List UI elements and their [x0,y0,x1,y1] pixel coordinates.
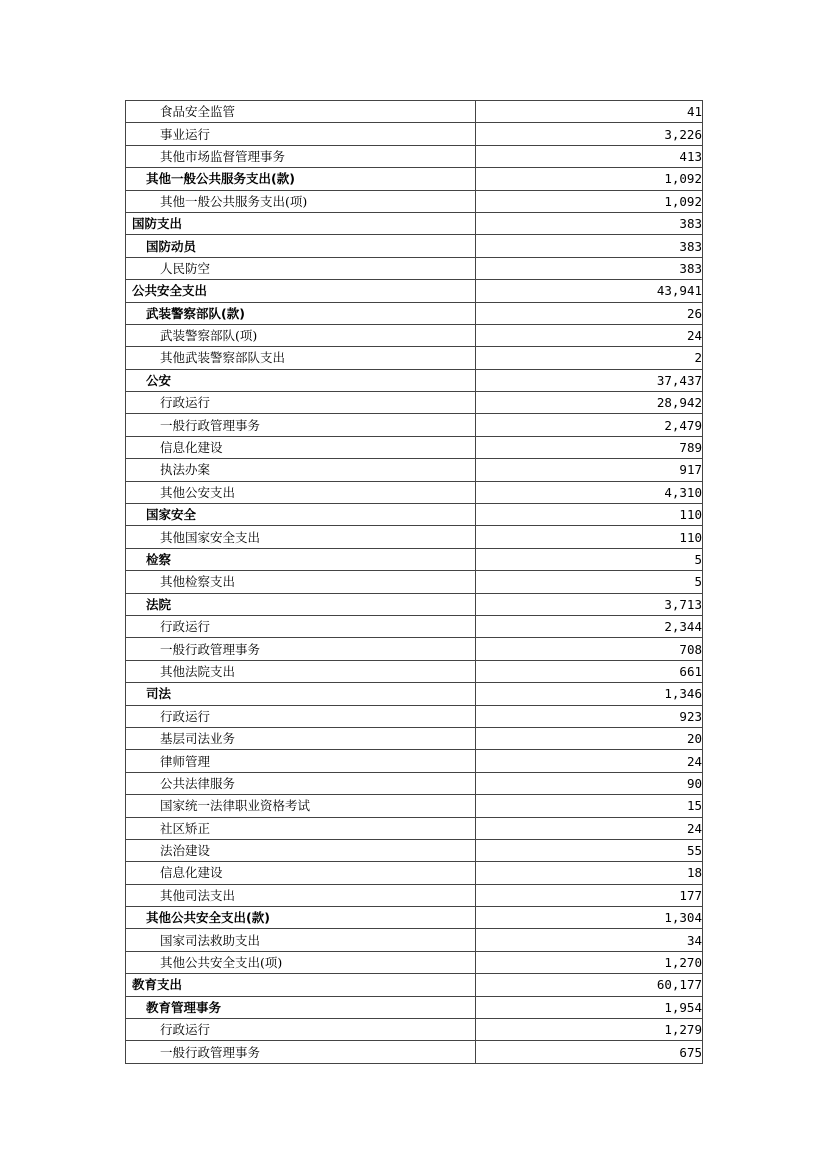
row-item-value: 24 [476,324,703,346]
table-row [126,504,703,526]
row-item-value: 24 [476,817,703,839]
row-item-name: 行政运行 [126,705,476,727]
table-row [126,705,703,727]
row-item-value: 923 [476,705,703,727]
row-item-name: 国家司法救助支出 [126,929,476,951]
row-item-value: 37,437 [476,369,703,391]
row-item-value: 917 [476,459,703,481]
table-row [126,660,703,682]
table-row [126,280,703,302]
row-item-name: 教育管理事务 [126,996,476,1018]
row-item-value: 90 [476,772,703,794]
table-row [126,974,703,996]
row-item-value: 675 [476,1041,703,1063]
row-item-name: 行政运行 [126,615,476,637]
table-row [126,750,703,772]
row-item-name: 信息化建设 [126,862,476,884]
row-item-name: 其他公共安全支出(款) [126,907,476,929]
row-item-value: 1,304 [476,907,703,929]
row-item-value: 383 [476,212,703,234]
row-item-name: 法院 [126,593,476,615]
row-item-value: 383 [476,235,703,257]
row-item-value: 789 [476,436,703,458]
table-row [126,347,703,369]
row-item-value: 4,310 [476,481,703,503]
table-row [126,862,703,884]
row-item-value: 5 [476,571,703,593]
row-item-name: 公共安全支出 [126,280,476,302]
row-item-value: 661 [476,660,703,682]
row-item-name: 其他一般公共服务支出(项) [126,190,476,212]
table-row [126,168,703,190]
table-row [126,436,703,458]
row-item-name: 其他司法支出 [126,884,476,906]
table-row [126,369,703,391]
row-item-name: 一般行政管理事务 [126,414,476,436]
table-row [126,459,703,481]
table-row [126,772,703,794]
table-row [126,212,703,234]
table-row [126,727,703,749]
row-item-value: 5 [476,548,703,570]
table-row [126,302,703,324]
row-item-name: 基层司法业务 [126,727,476,749]
table-row [126,839,703,861]
table-row [126,101,703,123]
row-item-name: 信息化建设 [126,436,476,458]
row-item-value: 2 [476,347,703,369]
row-item-name: 武装警察部队(项) [126,324,476,346]
row-item-value: 1,346 [476,683,703,705]
row-item-value: 3,713 [476,593,703,615]
row-item-name: 行政运行 [126,1019,476,1041]
table-row [126,615,703,637]
row-item-value: 708 [476,638,703,660]
row-item-value: 110 [476,526,703,548]
table-row [126,123,703,145]
row-item-name: 国防支出 [126,212,476,234]
row-item-name: 其他公安支出 [126,481,476,503]
row-item-value: 18 [476,862,703,884]
table-row [126,907,703,929]
row-item-name: 国防动员 [126,235,476,257]
row-item-name: 其他市场监督管理事务 [126,145,476,167]
row-item-value: 43,941 [476,280,703,302]
row-item-value: 20 [476,727,703,749]
row-item-value: 1,270 [476,951,703,973]
row-item-value: 383 [476,257,703,279]
row-item-name: 社区矫正 [126,817,476,839]
row-item-name: 人民防空 [126,257,476,279]
table-row [126,929,703,951]
row-item-value: 177 [476,884,703,906]
row-item-value: 15 [476,795,703,817]
row-item-value: 41 [476,101,703,123]
row-item-value: 2,479 [476,414,703,436]
row-item-value: 1,279 [476,1019,703,1041]
row-item-value: 34 [476,929,703,951]
table-row [126,817,703,839]
table-row [126,884,703,906]
table-row [126,257,703,279]
row-item-value: 55 [476,839,703,861]
row-item-name: 其他国家安全支出 [126,526,476,548]
row-item-name: 公安 [126,369,476,391]
row-item-value: 28,942 [476,392,703,414]
table-row [126,526,703,548]
row-item-value: 26 [476,302,703,324]
row-item-name: 其他一般公共服务支出(款) [126,168,476,190]
table-row [126,414,703,436]
row-item-name: 武装警察部队(款) [126,302,476,324]
row-item-name: 其他武装警察部队支出 [126,347,476,369]
table-row [126,951,703,973]
row-item-name: 食品安全监管 [126,101,476,123]
table-row [126,638,703,660]
row-item-value: 110 [476,504,703,526]
row-item-name: 律师管理 [126,750,476,772]
row-item-name: 行政运行 [126,392,476,414]
row-item-value: 60,177 [476,974,703,996]
row-item-value: 1,954 [476,996,703,1018]
table-row [126,145,703,167]
budget-table [125,100,703,1064]
row-item-name: 一般行政管理事务 [126,1041,476,1063]
table-row [126,190,703,212]
row-item-name: 事业运行 [126,123,476,145]
row-item-value: 24 [476,750,703,772]
row-item-name: 其他公共安全支出(项) [126,951,476,973]
table-row [126,571,703,593]
table-row [126,548,703,570]
row-item-name: 公共法律服务 [126,772,476,794]
table-row [126,593,703,615]
row-item-name: 其他检察支出 [126,571,476,593]
table-row [126,235,703,257]
row-item-value: 3,226 [476,123,703,145]
row-item-name: 国家统一法律职业资格考试 [126,795,476,817]
row-item-value: 1,092 [476,168,703,190]
table-row [126,1041,703,1063]
table-row [126,392,703,414]
table-row [126,481,703,503]
row-item-name: 一般行政管理事务 [126,638,476,660]
table-row [126,324,703,346]
table-row [126,683,703,705]
row-item-name: 司法 [126,683,476,705]
row-item-name: 检察 [126,548,476,570]
row-item-value: 413 [476,145,703,167]
row-item-name: 教育支出 [126,974,476,996]
table-row [126,795,703,817]
table-row [126,996,703,1018]
row-item-value: 1,092 [476,190,703,212]
row-item-value: 2,344 [476,615,703,637]
row-item-name: 其他法院支出 [126,660,476,682]
budget-table-body [126,101,703,1064]
row-item-name: 执法办案 [126,459,476,481]
table-row [126,1019,703,1041]
row-item-name: 法治建设 [126,839,476,861]
row-item-name: 国家安全 [126,504,476,526]
